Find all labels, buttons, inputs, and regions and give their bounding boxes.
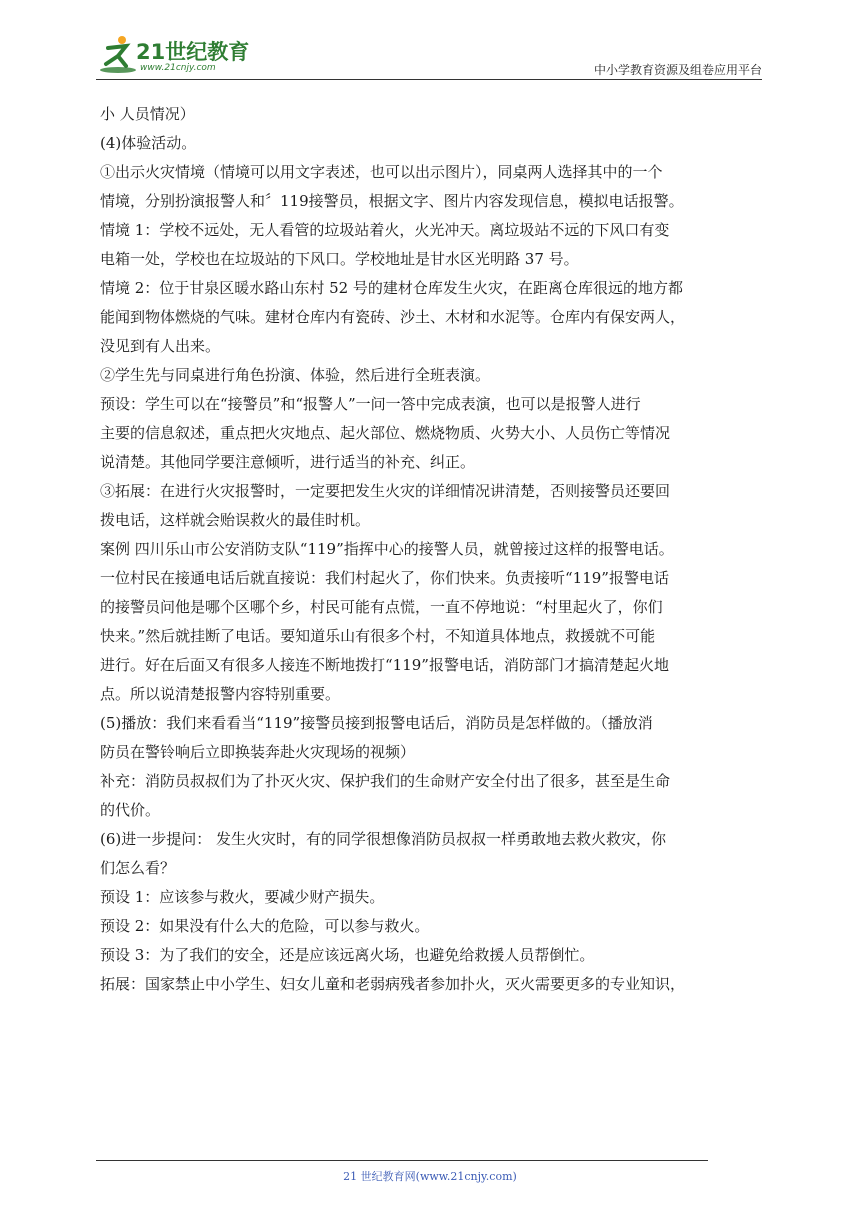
document-body: [100, 100, 766, 999]
text-line: 点。所以说清楚报警内容特别重要。: [100, 685, 341, 703]
text-line: 电箱一处，学校也在垃圾站的下风口。学校地址是甘水区光明路 37 号。: [100, 250, 579, 268]
text-line: 小 人员情况）: [100, 105, 195, 123]
text-line: 情境，分别扮演报警人和〞119接警员，根据文字、图片内容发现信息，模拟电话报警。: [100, 192, 684, 210]
text-line: 的代价。: [100, 801, 161, 819]
text-line: 进行。好在后面又有很多人接连不断地拨打“119”报警电话，消防部门才搞清楚起火地: [100, 656, 669, 674]
text-line: 补充：消防员叔叔们为了扑灭火灾、保护我们的生命财产安全付出了很多，甚至是生命: [100, 772, 671, 790]
logo-url: www.21cnjy.com: [140, 63, 216, 73]
text-line: 的接警员问他是哪个区哪个乡，村民可能有点慌，一直不停地说：“村里起火了，你们: [100, 598, 663, 616]
text-line: 一位村民在接通电话后就直接说：我们村起火了，你们快来。负责接听“119”报警电话: [100, 569, 669, 587]
text-line: 案例 四川乐山市公安消防支队“119”指挥中心的接警人员，就曾接过这样的报警电话。: [100, 540, 674, 558]
text-line: (4)体验活动。: [100, 134, 197, 152]
runner-logo-icon: [96, 32, 136, 76]
text-line: ①出示火灾情境（情境可以用文字表述，也可以出示图片），同桌两人选择其中的一个: [100, 163, 663, 181]
text-line: 拨电话，这样就会贻误救火的最佳时机。: [100, 511, 371, 529]
text-line: ③拓展：在进行火灾报警时，一定要把发生火灾的详细情况讲清楚，否则接警员还要回: [100, 482, 671, 500]
site-logo: [96, 32, 266, 76]
text-line: 说清楚。其他同学要注意倾听，进行适当的补充、纠正。: [100, 453, 476, 471]
text-line: 主要的信息叙述，重点把火灾地点、起火部位、燃烧物质、火势大小、人员伤亡等情况: [100, 424, 671, 442]
text-line: 快来。”然后就挂断了电话。要知道乐山有很多个村，不知道具体地点，救援就不可能: [100, 627, 656, 645]
text-line: 预设 2：如果没有什么大的危险，可以参与救火。: [100, 917, 430, 935]
text-line: 情境 1：学校不远处，无人看管的垃圾站着火，火光冲天。离垃圾站不远的下风口有变: [100, 221, 670, 239]
text-line: 没见到有人出来。: [100, 337, 221, 355]
text-line: (5)播放：我们来看看当“119”接警员接到报警电话后，消防员是怎样做的。（播放消: [100, 714, 653, 732]
logo-text: 21世纪教育: [136, 40, 250, 64]
text-line: (6)进一步提问： 发生火灾时，有的同学很想像消防员叔叔一样勇敢地去救火救灾，你: [100, 830, 667, 848]
header-divider: [96, 79, 762, 80]
text-line: 预设 3：为了我们的安全，还是应该远离火场，也避免给救援人员帮倒忙。: [100, 946, 595, 964]
text-line: 预设 1：应该参与救火，要减少财产损失。: [100, 888, 385, 906]
text-line: 能闻到物体燃烧的气味。建材仓库内有瓷砖、沙土、木材和水泥等。仓库内有保安两人，: [100, 308, 686, 326]
platform-name: 中小学教育资源及组卷应用平台: [593, 63, 762, 77]
page-header: [96, 28, 762, 80]
footer-divider: [96, 1160, 708, 1161]
text-line: 情境 2：位于甘泉区暖水路山东村 52 号的建材仓库发生火灾，在距离仓库很远的地方都: [100, 279, 683, 297]
text-line: 防员在警铃响后立即换装奔赴火灾现场的视频）: [100, 743, 416, 761]
text-line: 拓展：国家禁止中小学生、妇女儿童和老弱病残者参加扑火，灭火需要更多的专业知识，: [100, 975, 686, 993]
text-line: ②学生先与同桌进行角色扮演、体验，然后进行全班表演。: [100, 366, 491, 384]
text-line: 预设：学生可以在“接警员”和“报警人”一问一答中完成表演，也可以是报警人进行: [100, 395, 641, 413]
text-line: 们怎么看？: [100, 859, 176, 877]
page-footer: 21 世纪教育网(www.21cnjy.com): [343, 1170, 517, 1183]
